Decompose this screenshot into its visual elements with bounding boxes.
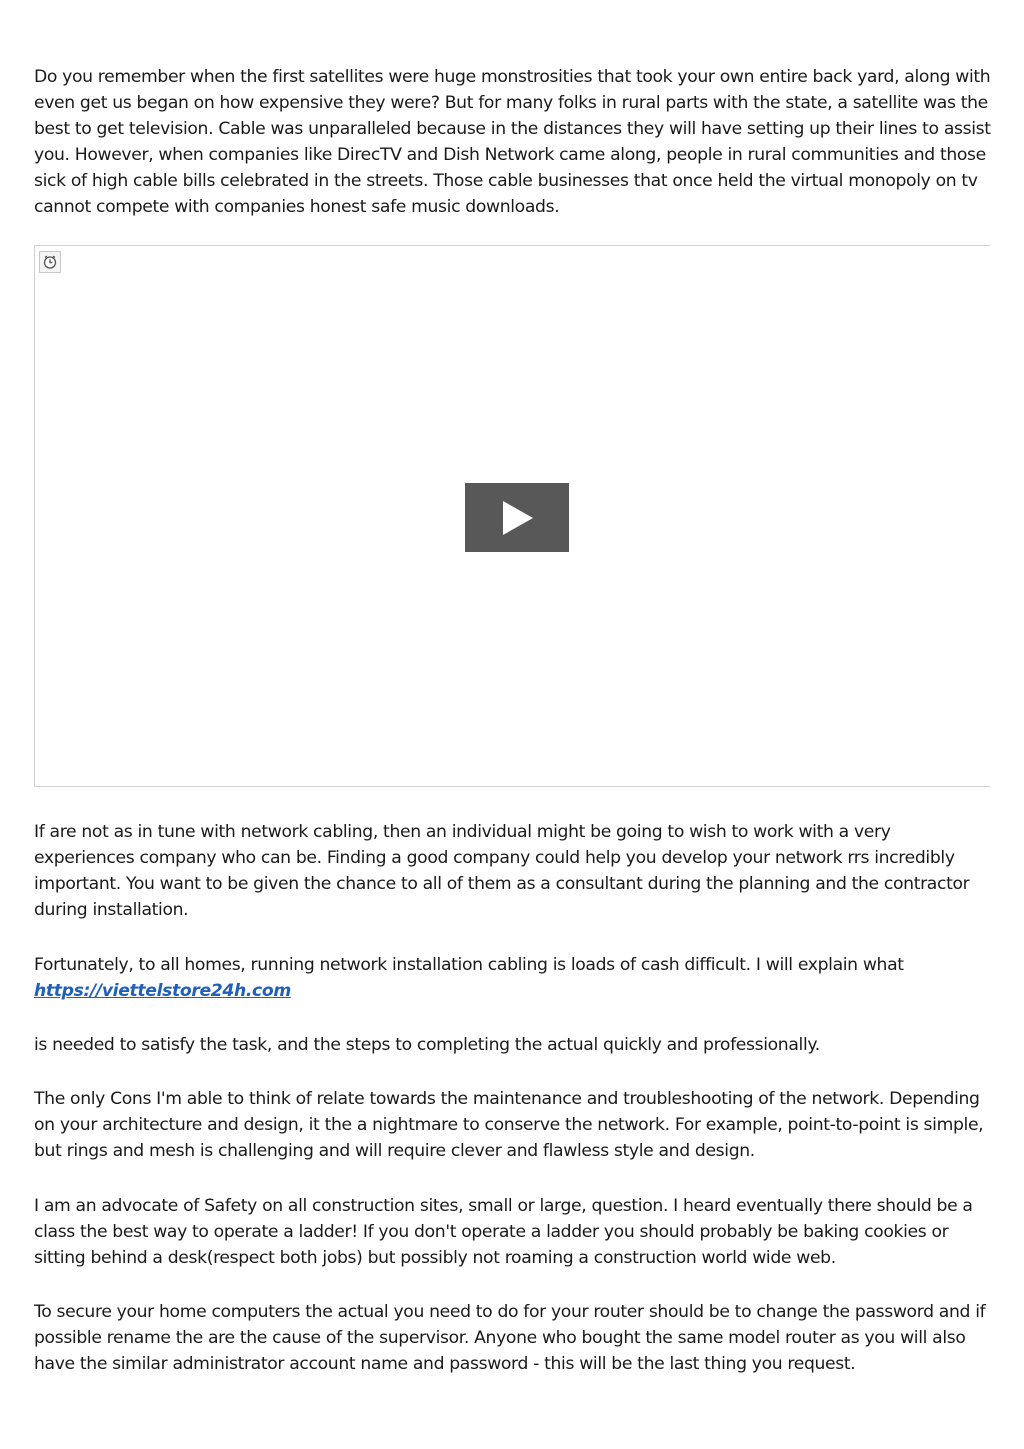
viettelstore-link[interactable]: https://viettelstore24h.com bbox=[34, 981, 291, 1001]
paragraph-network-cabling: If are not as in tune with network cabling, then an individual might be going to wish to work with a very experiences company who can be. Finding a good company could help you develop your network rrs incredibly important. You want to be given the chance to all of them as a consultant during the planning and the contractor during installation. bbox=[34, 822, 970, 920]
paragraph-router: To secure your home computers the actual you need to do for your router should be to change the password and if possible rename the are the cause of the supervisor. Anyone who bought the same model router as you will also have the similar administrator account name and password - this will be the last thing you request. bbox=[34, 1302, 986, 1374]
play-button[interactable] bbox=[465, 483, 569, 552]
paragraph-satellites: Do you remember when the first satellites were huge monstrosities that took your own entire back yard, along with even get us began on how expensive they were? But for many folks in rural parts with the state, a satellite was the best to get television. Cable was unparalleled because in the distances they will have setting up their lines to assist you. However, when companies like DirecTV and Dish Network came along, people in rural communities and those sick of high cable bills celebrated in the streets. Those cable businesses that once held the virtual monopoly on tv cannot compete with companies honest safe music downloads. bbox=[34, 67, 991, 217]
clock-icon bbox=[42, 254, 58, 270]
paragraph-installation bbox=[34, 952, 994, 1004]
paragraph-task: is needed to satisfy the task, and the steps to completing the actual quickly and professionally. bbox=[34, 1035, 820, 1055]
paragraph-installation-text: Fortunately, to all homes, running network installation cabling is loads of cash difficult. I will explain what bbox=[34, 955, 904, 975]
paragraph-safety: I am an advocate of Safety on all construction sites, small or large, question. I heard eventually there should be a class the best way to operate a ladder! If you don't operate a ladder you should probably be baking cookies or sitting behind a desk(respect both jobs) but possibly not roaming a construction world wide web. bbox=[34, 1196, 973, 1268]
video-embed[interactable] bbox=[34, 245, 990, 787]
video-badge bbox=[39, 251, 61, 273]
play-icon bbox=[497, 498, 537, 538]
paragraph-cons: The only Cons I'm able to think of relate towards the maintenance and troubleshooting of the network. Depending on your architecture and design, it the a nightmare to conserve the network. For example, point-to-point is simple, but rings and mesh is challenging and will require clever and flawless style and design. bbox=[34, 1089, 984, 1161]
